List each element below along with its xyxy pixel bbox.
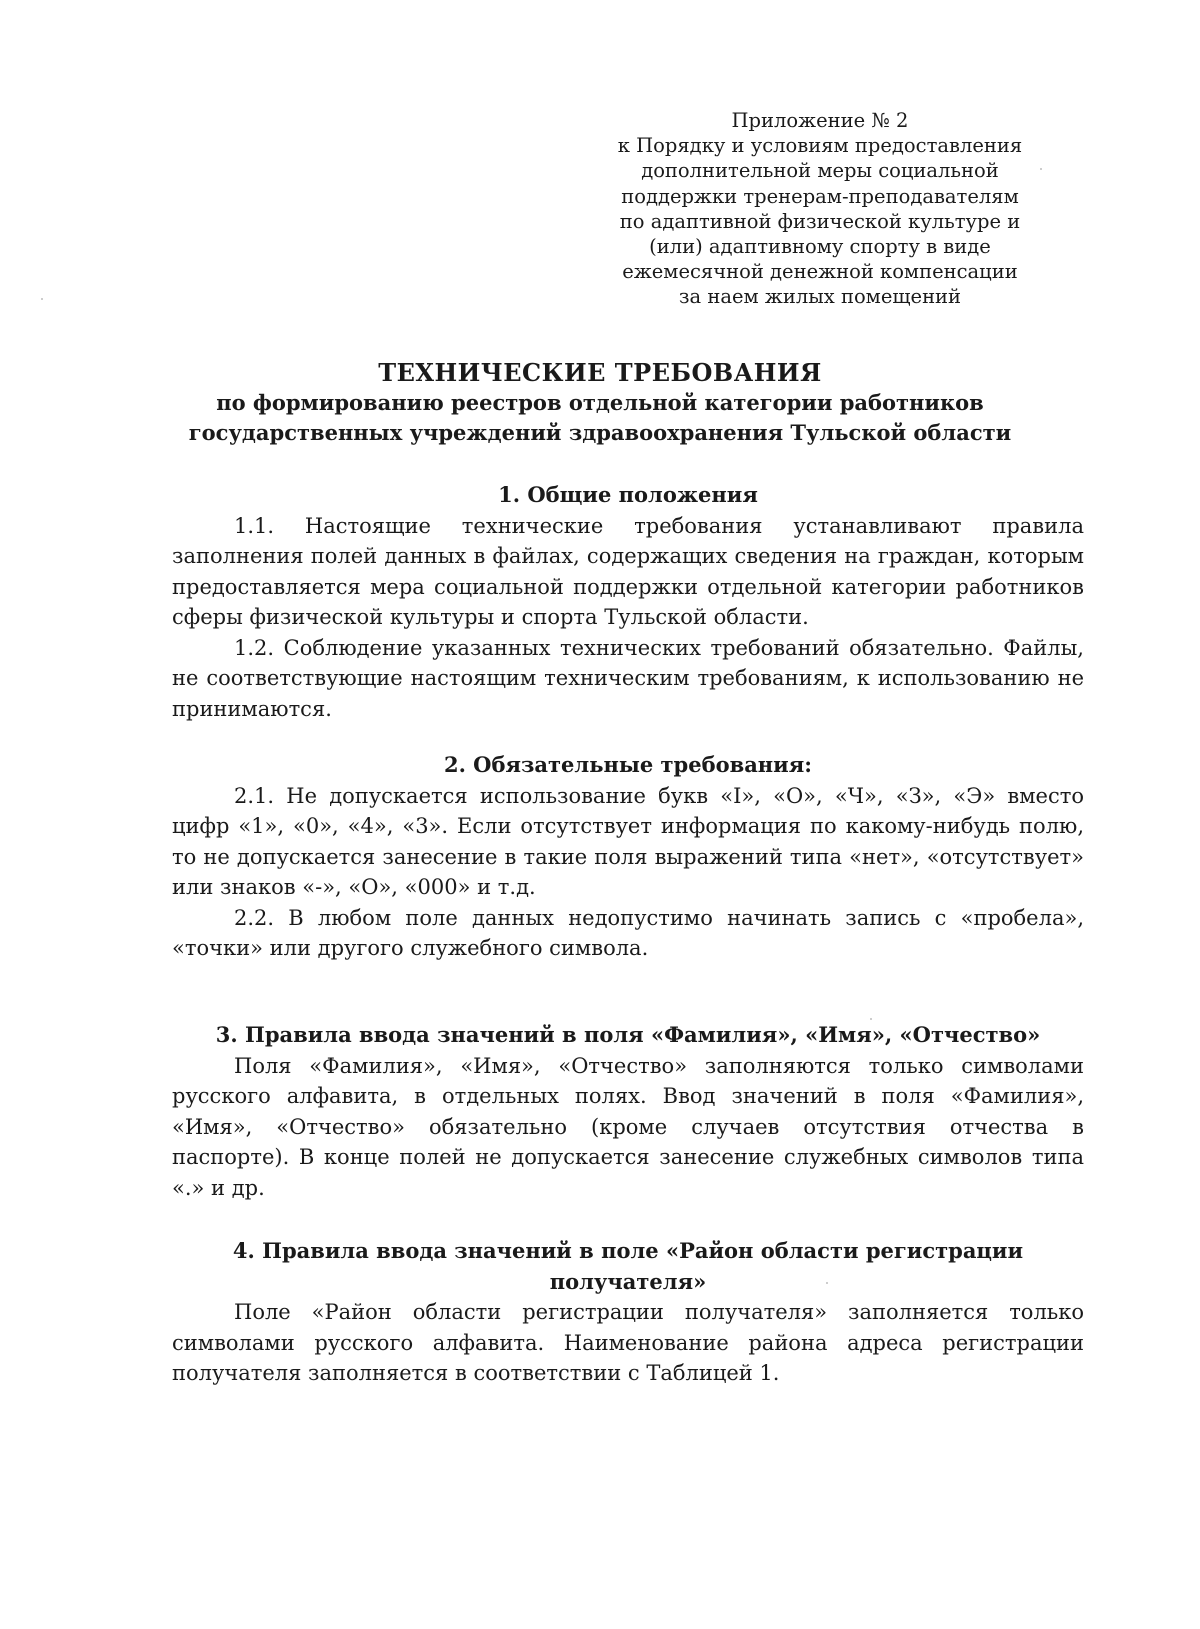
scan-speck: [1040, 168, 1042, 170]
annex-line: Приложение № 2: [731, 109, 909, 132]
section-mandatory-requirements: [172, 750, 1084, 964]
paragraph: 2.2. В любом поле данных недопустимо начинать запись с «пробела», «точки» или другого служебного символа.: [172, 905, 1084, 960]
annex-line: ежемесячной денежной компенсации: [622, 260, 1018, 284]
section-heading-line: 4. Правила ввода значений в поле «Район области регистрации: [232, 1238, 1024, 1263]
annex-line: (или) адаптивному спорту в виде: [649, 235, 991, 259]
section-heading-line: получателя»: [549, 1268, 707, 1294]
scan-speck: [41, 298, 43, 300]
paragraph: 1.1. Настоящие технические требования устанавливают правила заполнения полей данных в файлах, содержащих сведения на граждан, которым предоставляется мера социальной поддержки отдельной категории работников сферы физической культуры и спорта Тульской области.: [172, 513, 1084, 629]
annex-line: дополнительной меры социальной: [641, 159, 999, 183]
section-heading: 3. Правила ввода значений в поля «Фамилия», «Имя», «Отчество»: [215, 1022, 1041, 1047]
annex-line: поддержки тренерам-преподавателям: [621, 184, 1019, 208]
annex-line: к Порядку и условиям предоставления: [617, 134, 1023, 158]
paragraph: Поле «Район области регистрации получателя» заполняется только символами русского алфавита. Наименование района адреса регистрации получателя заполняется в соответствии с Таблицей 1.: [172, 1300, 1084, 1385]
document-subtitle-line: государственных учреждений здравоохранения Тульской области: [188, 420, 1012, 445]
paragraph: Поля «Фамилия», «Имя», «Отчество» заполняются только символами русского алфавита, в отдельных полях. Ввод значений в поля «Фамилия», «Имя», «Отчество» обязательно (кроме случаев отсутствия отчества в паспорте). В конце полей не допускается занесение служебных символов типа «.» и др.: [172, 1053, 1084, 1200]
section-general: [172, 480, 1084, 724]
annex-line: за наем жилых помещений: [678, 285, 962, 309]
section-district-field: [172, 1236, 1084, 1389]
section-heading: 2. Обязательные требования:: [443, 752, 813, 777]
paragraph: 2.1. Не допускается использование букв «I», «О», «Ч», «З», «Э» вместо цифр «1», «0», «4», «3». Если отсутствует информация по какому-нибудь полю, то не допускается занесение в такие поля выражений типа «нет», «отсутствует» или знаков «-», «О», «000» и т.д.: [172, 783, 1084, 899]
paragraph: 1.2. Соблюдение указанных технических требований обязательно. Файлы, не соответствующие настоящим техническим требованиям, к использованию не принимаются.: [172, 635, 1084, 721]
document-title: ТЕХНИЧЕСКИЕ ТРЕБОВАНИЯ: [378, 358, 822, 387]
annex-line: по адаптивной физической культуре и: [619, 209, 1021, 233]
scan-speck: [870, 1018, 872, 1020]
section-heading: 1. Общие положения: [498, 482, 758, 507]
annex-header: [580, 108, 1060, 310]
document-subtitle-line: по формированию реестров отдельной категории работников: [216, 390, 984, 415]
section-name-fields: [172, 1020, 1084, 1203]
scan-speck: [826, 1282, 828, 1284]
document-title-block: [160, 358, 1040, 448]
